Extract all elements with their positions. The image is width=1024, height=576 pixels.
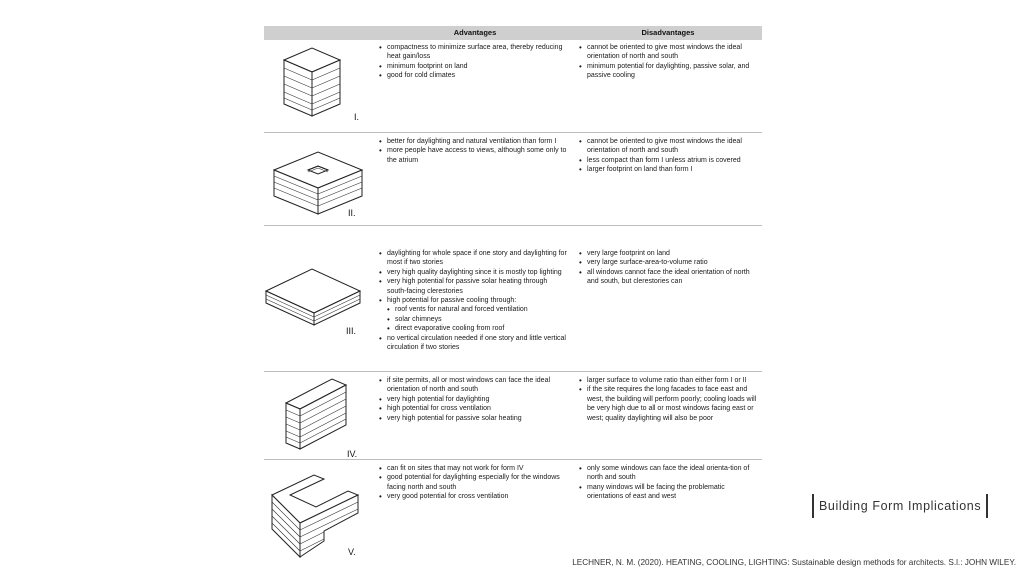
form-row-3: [264, 227, 762, 372]
advantage-item: • more people have access to views, although some only to the atrium: [378, 146, 568, 165]
disadvantage-item: • very large surface-area-to-volume ratio: [578, 258, 762, 267]
form-row-2: [264, 134, 762, 226]
disadvantage-item: • many windows will be facing the problematic orientations of east and west: [578, 483, 762, 502]
form-3-advantages: [378, 249, 568, 352]
disadvantages-header: Disadvantages: [641, 28, 695, 37]
disadvantage-item: • all windows cannot face the ideal orientation of north and south, but clerestories can: [578, 268, 762, 287]
disadvantage-item: • if the site requires the long facades to face east and west, the building will perform poorly; cooling loads will be very high due to all or most windows facing east or west; quality daylighting will also be poor: [578, 385, 762, 423]
advantage-item: • good potential for daylighting especially for the windows facing north and south: [378, 473, 568, 492]
form-4-numeral: IV.: [347, 449, 358, 459]
advantage-item: • daylighting for whole space if one story and daylighting for most if two stories: [378, 249, 568, 268]
form-1-disadvantages: [578, 43, 762, 81]
advantage-item: • very good potential for cross ventilation: [378, 492, 568, 501]
form-2-diagram: [264, 134, 374, 225]
building-form-table: [264, 26, 762, 557]
form-row-1: [264, 40, 762, 133]
disadvantage-item: • larger footprint on land than form I: [578, 165, 762, 174]
form-3-disadvantages: [578, 249, 762, 287]
disadvantage-item: • cannot be oriented to give most windows the ideal orientation of north and south: [578, 137, 762, 156]
form-2-numeral: II.: [348, 208, 356, 218]
advantage-item: • better for daylighting and natural ventilation than form I: [378, 137, 568, 146]
advantage-item: • can fit on sites that may not work for form IV: [378, 464, 568, 473]
table-header: [264, 26, 762, 40]
advantage-item: • very high potential for passive solar heating: [378, 414, 568, 423]
form-2-disadvantages: [578, 137, 762, 175]
advantage-item: • no vertical circulation needed if one story and little vertical circulation if two stories: [378, 334, 568, 353]
disadvantage-item: • minimum potential for daylighting, passive solar, and passive cooling: [578, 62, 762, 81]
advantages-header: Advantages: [453, 28, 497, 37]
disadvantage-item: • cannot be oriented to give most windows the ideal orientation of north and south: [578, 43, 762, 62]
advantage-item: • good for cold climates: [378, 71, 568, 80]
form-row-5: [264, 461, 762, 561]
form-5-advantages: [378, 464, 568, 502]
form-1-advantages: [378, 43, 568, 81]
slab-block-icon: [264, 373, 374, 460]
form-1-numeral: I.: [354, 112, 360, 122]
advantage-subitem: • solar chimneys: [378, 315, 568, 324]
advantage-item: • high potential for cross ventilation: [378, 404, 568, 413]
form-2-advantages: [378, 137, 568, 165]
advantage-item: • compactness to minimize surface area, thereby reducing heat gain/loss: [378, 43, 568, 62]
flat-block-icon: [264, 227, 374, 372]
form-row-4: [264, 373, 762, 460]
form-5-disadvantages: [578, 464, 762, 502]
atrium-block-icon: [264, 134, 374, 226]
disadvantage-item: • only some windows can face the ideal orienta-tion of north and south: [578, 464, 762, 483]
disadvantage-item: • less compact than form I unless atrium is covered: [578, 156, 762, 165]
advantage-item: • high potential for passive cooling through:: [378, 296, 568, 305]
form-3-numeral: III.: [346, 326, 357, 336]
form-1-diagram: [264, 40, 374, 132]
source-citation: LECHNER, N. M. (2020). HEATING, COOLING, LIGHTING: Sustainable design methods for architects. S.l.: JOHN WILEY.: [572, 558, 1016, 567]
slide-caption: Building Form Implications: [812, 494, 988, 518]
form-4-advantages: [378, 376, 568, 423]
l-shape-block-icon: [264, 461, 374, 561]
form-4-disadvantages: [578, 376, 762, 423]
advantage-item: • very high potential for passive solar heating through south-facing clerestories: [378, 277, 568, 296]
disadvantage-item: • larger surface to volume ratio than either form I or II: [578, 376, 762, 385]
form-5-diagram: [264, 461, 374, 561]
advantage-subitem: • direct evaporative cooling from roof: [378, 324, 568, 333]
advantage-subitem: • roof vents for natural and forced ventilation: [378, 305, 568, 314]
advantage-item: • minimum footprint on land: [378, 62, 568, 71]
form-4-diagram: [264, 373, 374, 459]
form-3-diagram: [264, 227, 374, 371]
form-5-numeral: V.: [348, 547, 356, 557]
disadvantage-item: • very large footprint on land: [578, 249, 762, 258]
advantage-item: • if site permits, all or most windows can face the ideal orientation of north and south: [378, 376, 568, 395]
advantage-item: • very high potential for daylighting: [378, 395, 568, 404]
advantage-item: • very high quality daylighting since it is mostly top lighting: [378, 268, 568, 277]
